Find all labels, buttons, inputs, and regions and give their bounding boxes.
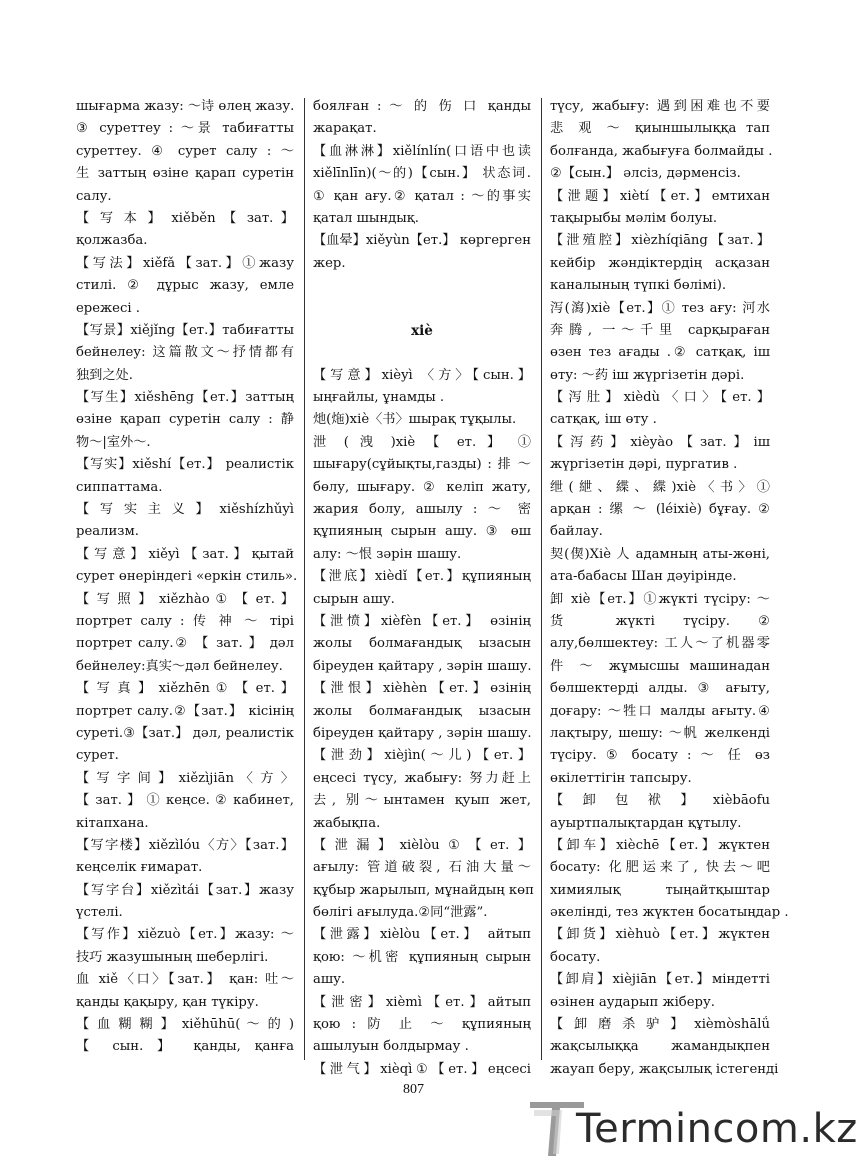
entry-line: 【泄题】xiètí【ет.】емтихан	[550, 188, 770, 204]
entry-line: реализм.	[76, 524, 139, 540]
entry-line: өкілеттігін тапсыру.	[550, 770, 692, 786]
entry-line: өзінен аударып жіберу.	[550, 994, 715, 1010]
entry-line: 血 xiě〈口〉【зат.】 қан: 吐～	[76, 972, 294, 988]
entry-line: босату: 化肥运来了, 快去～吧	[550, 860, 770, 876]
entry-line: суреттеу. ④ сурет салу : ～	[76, 143, 294, 159]
entry-line: жолы болмағандық ызасын	[313, 703, 531, 719]
entry-line: ③ суреттеу : ～景 табиғатты	[76, 121, 294, 137]
entry-line: сырын ашу.	[313, 591, 395, 607]
entry-line: кейбір жәндіктердің асқазан	[550, 255, 770, 271]
entry-line: босату.	[550, 949, 601, 965]
blank-line	[313, 342, 531, 364]
entry-line: портрет салу.②【зат.】 кісінің	[76, 703, 294, 719]
entry-line: 泄 ( 洩 )xiè 【 ет. 】 ①	[313, 434, 531, 450]
entry-line: құпияның сырын ашу. ③ өш	[313, 524, 531, 540]
entry-line: түсу, жабығу: 遇到困难也不要	[550, 99, 770, 114]
entry-line: жабықпа.	[313, 815, 381, 831]
entry-line: 【写字台】xiězìtái【зат.】жазу	[76, 882, 294, 898]
entry-line: өзен тез ағады .② сатқақ, іш	[550, 345, 770, 361]
column-divider	[304, 98, 305, 1060]
entry-line: 件 ～ жұмысшы машинадан	[550, 658, 770, 674]
entry-line: қолжазба.	[76, 233, 148, 249]
entry-line: 【 写 实 主 义 】 xiěshízhǔyì	[76, 502, 294, 518]
entry-line: сурет өнеріндегі «еркін стиль».	[76, 569, 298, 585]
entry-line: портрет салу : 传 神 ～ тірі	[76, 613, 294, 629]
entry-line: жүргізетін дәрі, пургатив .	[550, 457, 738, 473]
entry-line: 【写意】xièyì 〈方〉【сын.】	[313, 367, 531, 383]
entry-line: стилі. ② дұрыс жазу, емле	[76, 278, 294, 294]
dictionary-column-3	[550, 96, 789, 1077]
entry-line: 泻(瀉)xiè【ет.】① тез ағу: 河水	[550, 300, 770, 316]
entry-line: шығарма жазу: ～诗 өлең жазу.	[76, 99, 295, 114]
blank-line	[313, 298, 531, 320]
entry-line: 【血晕】xiěyùn【ет.】 көргерген	[313, 233, 531, 249]
entry-line: 奔腾, 一～千里 сарқыраған	[550, 322, 770, 338]
entry-line: біреуден қайтару , зәрін шашу.	[313, 725, 532, 741]
entry-line: 【泄恨】xièhèn【ет.】өзінің	[313, 681, 531, 697]
entry-line: 【泄气】xièqì①【ет.】еңсесі	[313, 1061, 531, 1077]
entry-line: 技巧 жазушының шеберлігі.	[76, 949, 269, 965]
entry-line: 【泄密】xièmì【ет.】айтып	[313, 994, 531, 1010]
entry-line: 【泻肚】xièdù〈口〉【ет.】	[550, 390, 770, 406]
entry-line: 【 写 本 】 xiěběn 【 зат. 】	[76, 210, 294, 226]
entry-line: 【 写 字 间 】 xiězìjiān 〈 方 〉	[76, 770, 294, 786]
column-divider	[541, 98, 542, 1060]
entry-line: 去, 别～ынтамен қуып жет,	[313, 793, 531, 809]
entry-line: доғару: ～牲口 малды ағыту.④	[550, 703, 770, 719]
section-heading: xiè	[411, 322, 433, 339]
entry-line: салу.	[76, 188, 112, 204]
entry-line: өту: ～药 іш жүргізетін дәрі.	[550, 367, 745, 383]
entry-line: түсіру. ⑤ босату : ～ 任 өз	[550, 748, 770, 764]
entry-line: 契(偰)Xiè 人 адамның аты-жөні,	[550, 546, 770, 562]
entry-line: кеңселік ғимарат.	[76, 860, 203, 876]
entry-line: ауыртпалықтардан құтылу.	[550, 815, 742, 831]
entry-line: ережесі .	[76, 300, 140, 316]
entry-line: байлау.	[550, 524, 603, 540]
entry-line: сурет.	[76, 748, 119, 764]
entry-line: бейнелеу:真实～дәл бейнелеу.	[76, 658, 283, 674]
entry-line: лақтыру, шешу: ～帆 желкенді	[550, 725, 770, 741]
entry-line: xiělīnlīn)(～的)【сын.】 状态词.	[313, 166, 531, 182]
entry-line: химиялық тыңайтқыштар	[550, 882, 770, 898]
entry-line: болғанда, жабығуға болмайды .	[550, 143, 773, 159]
entry-line: үстелі.	[76, 905, 123, 921]
entry-line: суреті.③【зат.】 дәл, реалистік	[76, 725, 294, 741]
entry-line: 【泄殖腔】xièzhíqiāng【зат.】	[550, 233, 770, 249]
blank-line	[313, 275, 531, 297]
entry-line: әкелінді, тез жүктен босатыңдар .	[550, 905, 789, 921]
entry-line: алу: ～恨 зәрін шашу.	[313, 546, 462, 562]
entry-line: алу,бөлшектеу: 工人～了机器零	[550, 636, 770, 652]
entry-line: 卸 xiè【ет.】①жүкті түсіру: ～	[550, 591, 770, 607]
entry-line: 【泄底】xièdǐ【ет.】құпияның	[313, 569, 531, 585]
entry-line: 【写字楼】xiězìlóu〈方〉【зат.】	[76, 837, 294, 853]
entry-line: жақсылыққа жамандықпен	[550, 1039, 770, 1055]
entry-line: жарақат.	[313, 121, 377, 137]
entry-line: 【 卸 包 袱 】 xièbāofu	[550, 793, 770, 809]
entry-line: 【泄愤】xièfèn【ет.】 өзінің	[313, 613, 531, 629]
entry-line: 【泄露】xièlòu【ет.】 айтып	[313, 927, 531, 943]
dictionary-column-1	[76, 96, 298, 1063]
entry-line: 【 写 意 】 xiěyì 【 зат. 】 қытай	[76, 546, 294, 562]
entry-line: ыңғайлы, ұнамды .	[313, 390, 445, 406]
page-number: 807	[403, 1082, 424, 1097]
entry-line: ата-бабасы Шан дәуірінде.	[550, 569, 737, 585]
entry-line: 【卸肩】xièjiān【ет.】міндетті	[550, 972, 770, 988]
watermark-text: Termincom.kz	[576, 1106, 858, 1152]
entry-line: ашылуын болдырмау .	[313, 1039, 469, 1055]
entry-line: қою : 防 止 ～ құпияның	[313, 1017, 531, 1033]
entry-line: 货 жүкті түсіру. ②	[550, 613, 770, 629]
entry-line: 【写法】xiěfǎ【зат.】①жазу	[76, 255, 294, 271]
entry-line: шығару(сұйықты,газды) : 排 ～	[313, 457, 531, 473]
entry-line: 灺(炧)xiè〈书〉шырақ тұқылы.	[313, 412, 517, 428]
entry-line: бөлігі ағылуда.②同“泄露”.	[313, 905, 488, 921]
entry-line: бейнелеу: 这篇散文～抒情都有	[76, 345, 294, 361]
entry-line: 【 卸 磨 杀 驴 】 xièmòshālǘ	[550, 1017, 770, 1033]
entry-line: еңсесі түсу, жабығу: 努力赶上	[313, 770, 531, 786]
watermark-logo	[526, 1096, 858, 1162]
entry-line: тақырыбы мәлім болуы.	[550, 210, 718, 226]
entry-line: 生 заттың өзіне қарап суретін	[76, 166, 294, 182]
entry-line: 【卸车】xièchē【ет.】жүктен	[550, 837, 770, 853]
entry-line: қанды қақыру, қан түкіру.	[76, 994, 259, 1010]
entry-line: 物～|室外～.	[76, 434, 151, 450]
entry-line: жер.	[313, 255, 346, 271]
entry-line: 【泻药】xièyào【зат.】іш	[550, 434, 770, 450]
entry-line: жауап беру, жақсылық істегенді	[550, 1061, 779, 1077]
dictionary-column-2	[313, 96, 534, 1077]
entry-line: 【写景】xiějǐng【ет.】табиғатты	[76, 322, 294, 338]
entry-line: 【写作】xiězuò【ет.】жазу: ～	[76, 927, 294, 943]
entry-line: қою: ～机密 құпияның сырын	[313, 949, 531, 965]
entry-line: боялған : ～ 的 伤 口 қанды	[313, 99, 531, 114]
entry-line: ашу.	[313, 972, 346, 988]
entry-line: өзіне қарап суретін салу : 静	[76, 412, 294, 428]
entry-line: 独到之处.	[76, 367, 133, 383]
entry-line: кітапхана.	[76, 815, 149, 831]
entry-line: 【卸货】xièhuò【ет.】жүктен	[550, 927, 770, 943]
entry-line: сатқақ, іш өту .	[550, 412, 657, 428]
entry-line: 【 сын. 】 қанды, қанға	[76, 1039, 294, 1055]
entry-line: қатал шындық.	[313, 210, 419, 226]
entry-line: портрет салу.② 【 зат. 】 дәл	[76, 636, 294, 652]
entry-line: 悲 观 ～ қиыншылыққа тап	[550, 121, 770, 137]
entry-line: 【写实】xiěshí【ет.】 реалистік	[76, 457, 294, 473]
entry-line: 绁(紲、緤、緤)xiè〈书〉①	[550, 479, 770, 495]
entry-line: 【血淋淋】xiělínlín(口语中也读	[313, 143, 531, 159]
entry-line: 【写生】xiěshēng【ет.】заттың	[76, 390, 294, 406]
entry-line: 【泄漏】xièlòu①【ет.】	[313, 837, 531, 853]
entry-line: 【 зат. 】 ① кеңсе. ② кабинет,	[76, 793, 294, 809]
entry-line: 【 写 真 】 xiězhēn ① 【 ет. 】	[76, 681, 294, 697]
entry-line: арқан : 缧 ～ (léixiè) бұғау. ②	[550, 502, 770, 518]
entry-line: ②【сын.】 әлсіз, дәрменсіз.	[550, 166, 741, 182]
entry-line: сиппаттама.	[76, 479, 163, 495]
entry-line: 【 血 糊 糊 】 xiěhūhū( ～ 的 )	[76, 1017, 294, 1033]
entry-line: жолы болмағандық ызасын	[313, 636, 531, 652]
entry-line: жария болу, ашылу : ～ 密	[313, 502, 531, 518]
entry-line: құбыр жарылып, мұнайдың көп	[313, 882, 534, 898]
entry-line: бөлу, шығару. ② келіп жату,	[313, 479, 531, 495]
entry-line: біреуден қайтару , зәрін шашу.	[313, 658, 532, 674]
entry-line: каналының түпкі бөлімі).	[550, 278, 727, 294]
entry-line: ағылу: 管道破裂, 石油大量～	[313, 860, 531, 876]
entry-line: 【泄劲】xièjìn(～儿)【ет.】	[313, 748, 531, 764]
entry-line: 【 写 照 】 xiězhào ① 【 ет. 】	[76, 591, 294, 607]
entry-line: ① қан ағу.② қатал : ～的事实	[313, 188, 531, 204]
entry-line: бөлшектерді алды. ③ ағыту,	[550, 681, 770, 697]
